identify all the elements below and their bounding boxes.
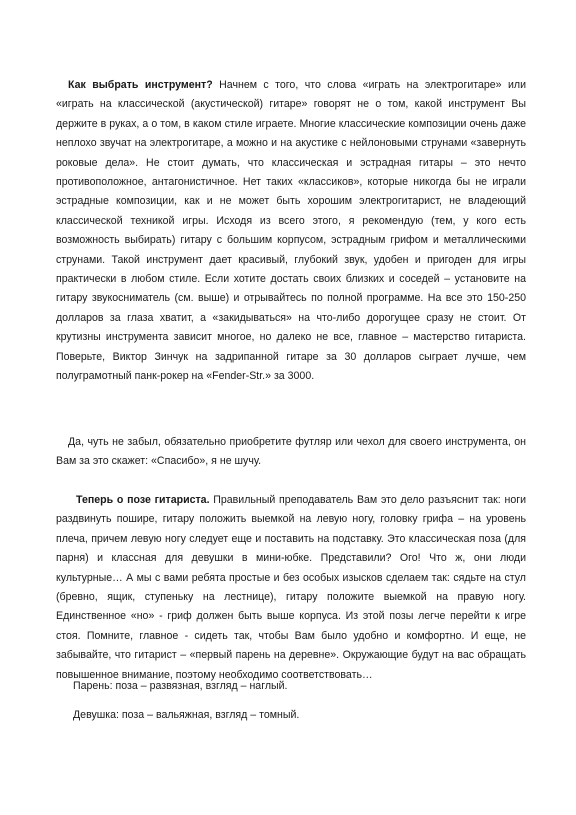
heading-instrument-choice: Как выбрать инструмент? bbox=[68, 79, 213, 91]
line-girl-posture: Девушка: поза – вальяжная, взгляд – томный. bbox=[73, 709, 300, 721]
paragraph-case-note bbox=[56, 433, 526, 472]
paragraph-guitarist-posture bbox=[56, 491, 526, 685]
paragraph-instrument-choice-text: Начнем с того, что слова «играть на электрогитаре» или «играть на классической (акустической) гитаре» говорят не о том, какой инструмент Вы держите в руках, а о том, в каком стиле играете. Многие классические композиции очень даже неплохо звучат на электрогитаре, а можно и на акустике с нейлоновыми струнами «завернуть роковые дела». Не стоит думать, что классическая и эстрадная гитары – это нечто противоположное, антагонистичное. Нет таких «классиков», которые никогда бы не играли эстрадные композиции, как и не может быть хорошим электрогитарист, не владеющий классической техникой игры. Исходя из всего этого, я рекомендую (тем, у кого есть возможность выбирать) гитару с большим корпусом, эстрадным грифом и металлическими струнами. Такой инструмент дает красивый, глубокий звук, удобен и пригоден для игры практически в любом стиле. Если хотите достать своих близких и соседей – установите на гитару звукосниматель (см. выше) и отрывайтесь по полной программе. На все это 150-250 долларов за глаза хватит, а «закидываться» на что-либо дорогущее сразу не стоит. От крутизны инструмента зависит многое, но далеко не все, главное – мастерство гитариста. Поверьте, Виктор Зинчук на задрипанной гитаре за 30 долларов сыграет лучше, чем полуграмотный панк-рокер на «Fender-Str.» за 3000. bbox=[56, 79, 526, 383]
paragraph-instrument-choice bbox=[56, 76, 526, 387]
paragraph-case-note-text: Да, чуть не забыл, обязательно приобретите футляр или чехол для своего инструмента, он Вам за это скажет: «Спасибо», я не шучу. bbox=[56, 436, 526, 468]
paragraph-guitarist-posture-text: Правильный преподаватель Вам это дело разъяснит так: ноги раздвинуть пошире, гитару положить выемкой на левую ногу, головку грифа – на уровень плеча, причем левую ногу следует еще и поставить на подставку. Это классическая поза (для парня) и классная для девушки в мини-юбке. Представили? Ого! Что ж, они люди культурные… А мы с вами ребята простые и без особых изысков сделаем так: сядьте на стул (бревно, ящик, ступеньку на лестнице), гитару положите выемкой на правую ногу. Единственное «но» - гриф должен быть выше корпуса. Из этой позы легче перейти к игре стоя. Помните, главное - сидеть так, чтобы Вам было удобно и комфортно. И еще, не забывайте, что гитарист – «первый парень на деревне». Окружающие будут на вас обращать повышенное внимание, поэтому необходимо соответствовать… bbox=[56, 494, 526, 681]
heading-guitarist-posture: Теперь о позе гитариста. bbox=[76, 494, 210, 506]
line-guy-posture: Парень: поза – развязная, взгляд – наглый. bbox=[73, 680, 288, 692]
